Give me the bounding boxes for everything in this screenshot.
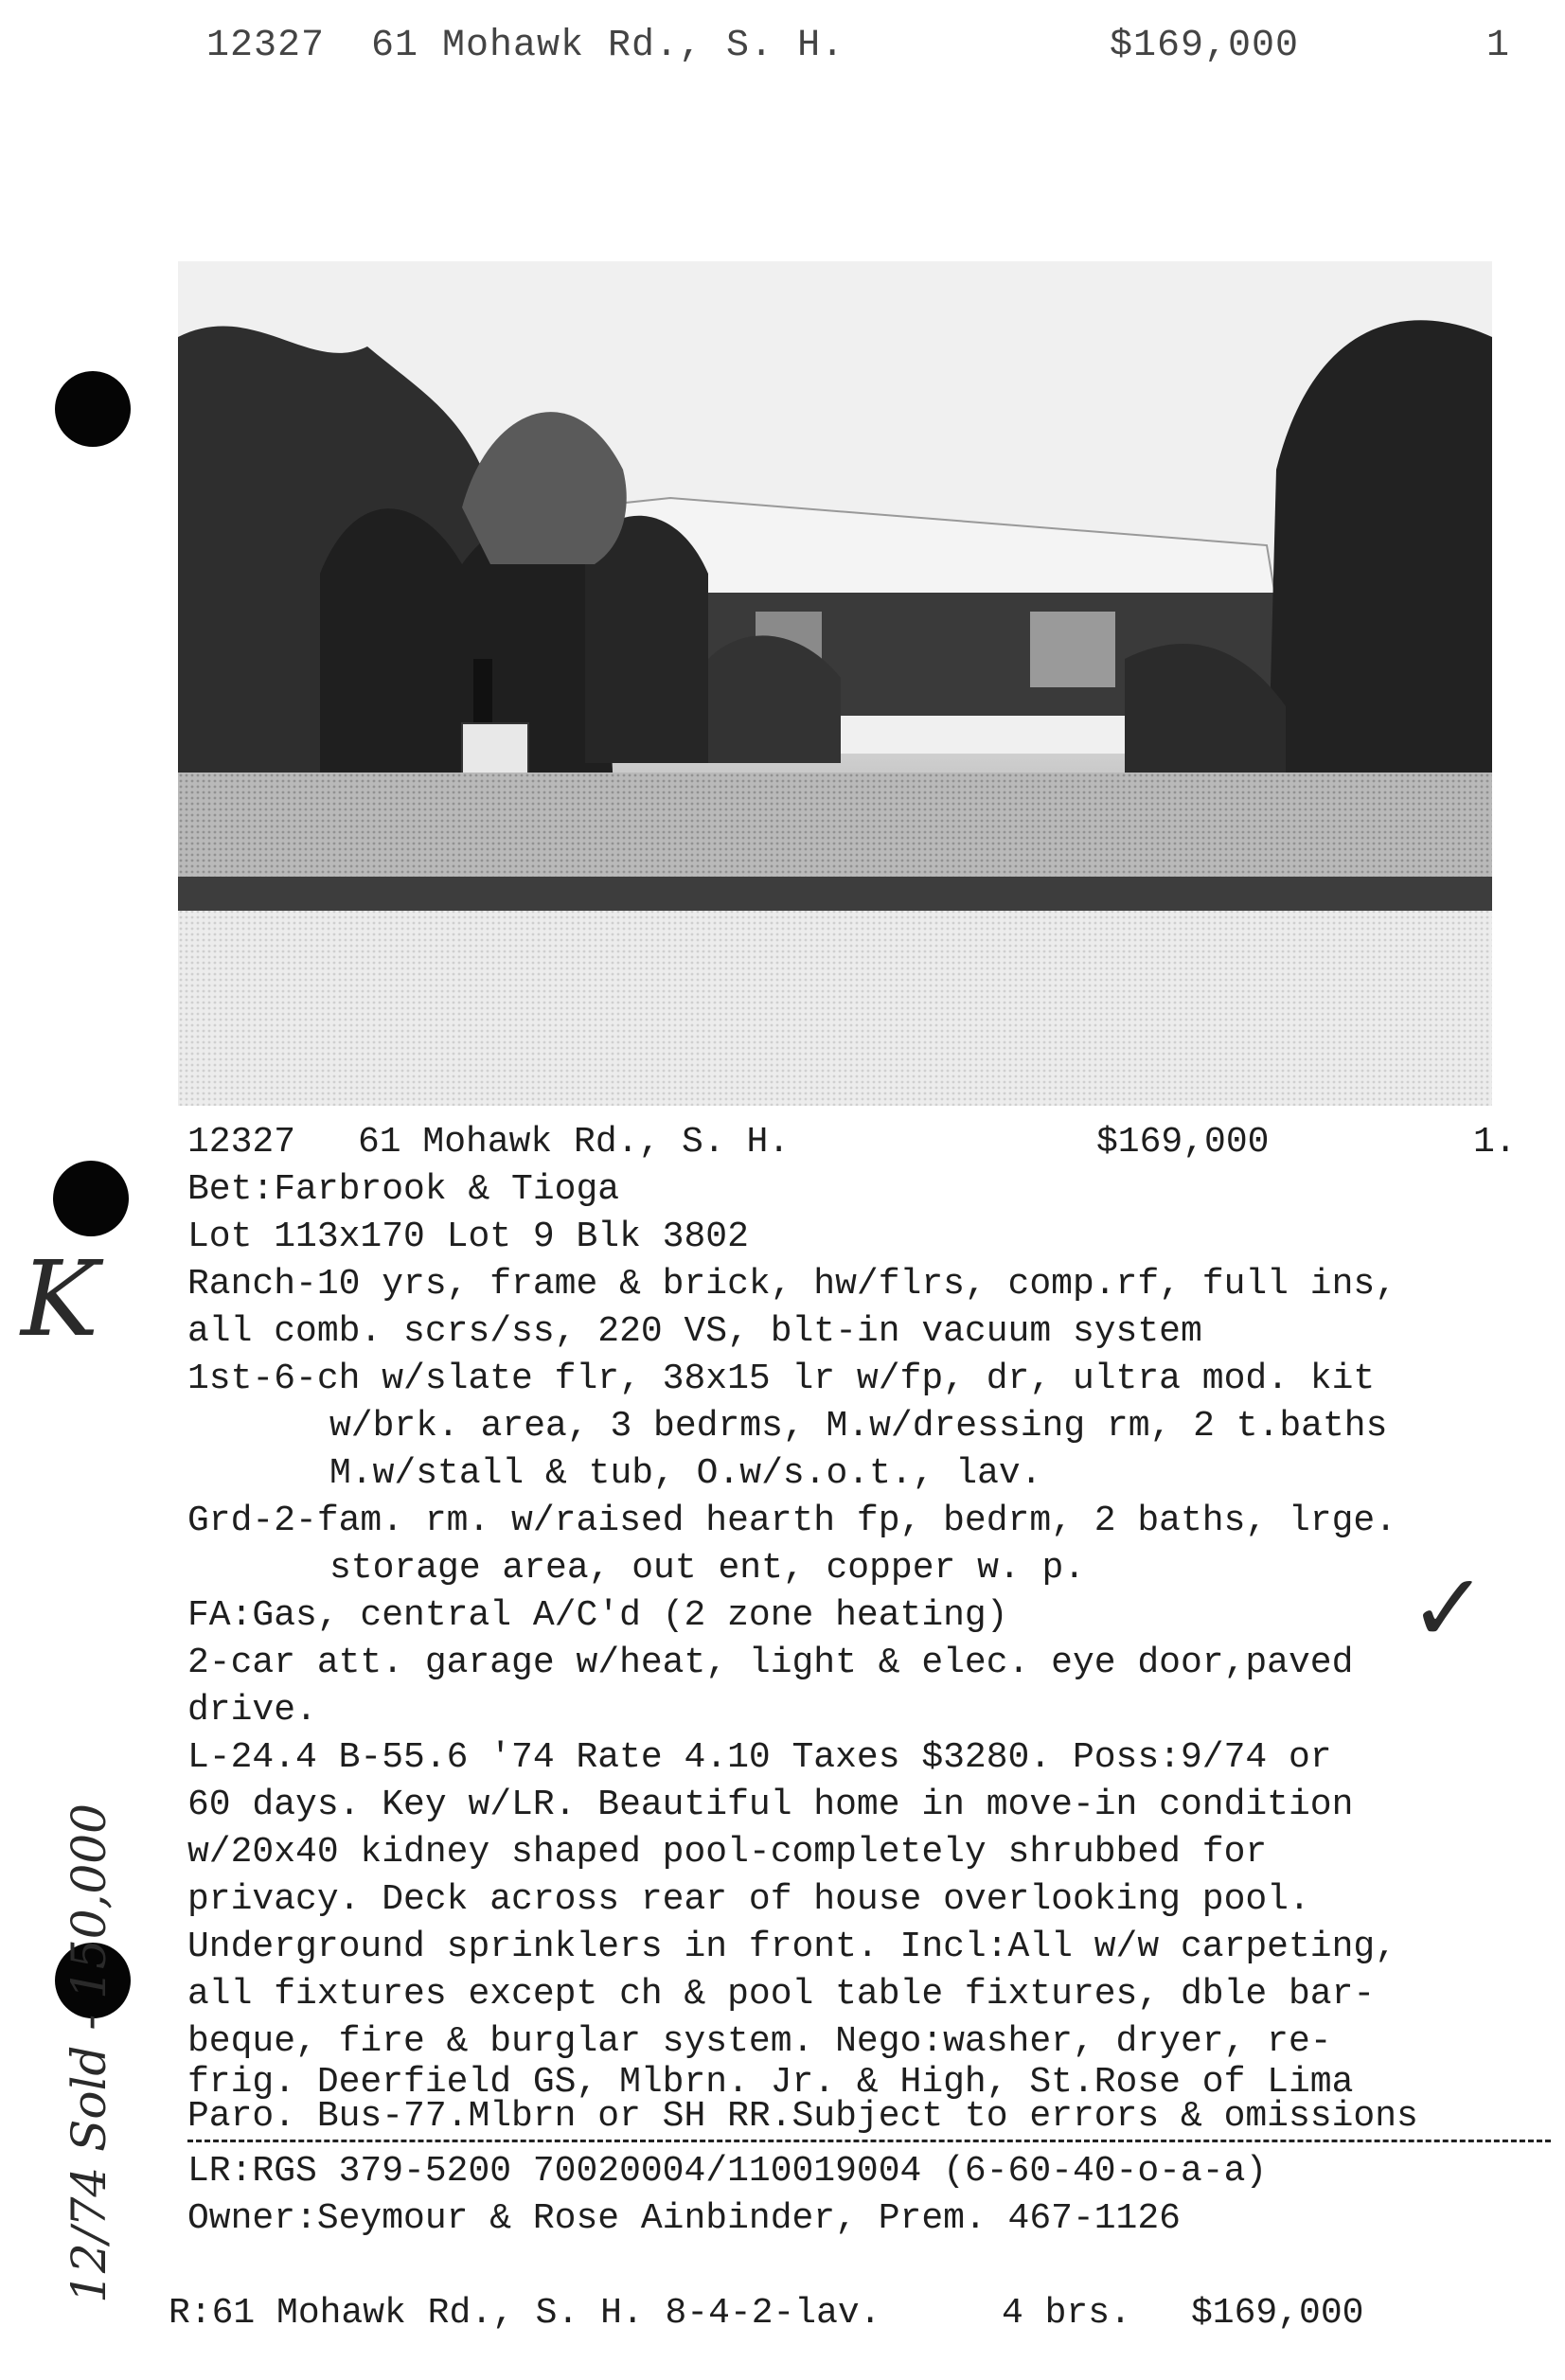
handwritten-letter: K bbox=[21, 1238, 99, 1359]
card-between: Bet:Farbrook & Tioga bbox=[187, 1169, 620, 1210]
card-garage-line: 2-car att. garage w/heat, light & elec. eye door,paved bbox=[187, 1643, 1354, 1683]
card-desc-line: all comb. scrs/ss, 220 VS, blt-in vacuum system bbox=[187, 1311, 1202, 1352]
punch-hole-top bbox=[55, 371, 131, 447]
card-lot: Lot 113x170 Lot 9 Blk 3802 bbox=[187, 1217, 749, 1257]
card-first-floor-line: 1st-6-ch w/slate flr, 38x15 lr w/fp, dr, ultra mod. kit bbox=[187, 1359, 1376, 1399]
card-heating: FA:Gas, central A/C'd (2 zone heating) bbox=[187, 1595, 1008, 1636]
card-price: $169,000 bbox=[1096, 1122, 1270, 1163]
header-page: 1 bbox=[1486, 25, 1511, 67]
card-ground-floor-line: storage area, out ent, copper w. p. bbox=[329, 1548, 1086, 1589]
card-page: 1. bbox=[1473, 1122, 1517, 1163]
card-remarks-line: w/20x40 kidney shaped pool-completely shrubbed for bbox=[187, 1832, 1268, 1873]
footer-address: R:61 Mohawk Rd., S. H. 8-4-2-lav. bbox=[169, 2293, 881, 2334]
card-ground-floor-line: Grd-2-fam. rm. w/raised hearth fp, bedrm, 2 baths, lrge. bbox=[187, 1501, 1397, 1541]
house-photo bbox=[178, 261, 1492, 1106]
card-address: 61 Mohawk Rd., S. H. bbox=[358, 1122, 791, 1163]
card-remarks-line: beque, fire & burglar system. Nego:washer, dryer, re- bbox=[187, 2021, 1332, 2062]
header-price: $169,000 bbox=[1110, 25, 1300, 67]
dashed-divider bbox=[187, 2140, 1551, 2142]
card-remarks-line: frig. Deerfield GS, Mlbrn. Jr. & High, St.Rose of Lima bbox=[187, 2062, 1354, 2103]
card-remarks-line: 60 days. Key w/LR. Beautiful home in move-in condition bbox=[187, 1785, 1354, 1825]
card-lr-line: LR:RGS 379-5200 70020004/110019004 (6-60-40-o-a-a) bbox=[187, 2151, 1268, 2192]
card-remarks-line: L-24.4 B-55.6 '74 Rate 4.10 Taxes $3280. Poss:9/74 or bbox=[187, 1737, 1332, 1778]
footer-bedrooms: 4 brs. bbox=[1002, 2293, 1131, 2334]
header-address: 61 Mohawk Rd., S. H. bbox=[371, 25, 845, 67]
listing-card bbox=[169, 1119, 1532, 2337]
card-remarks-line: all fixtures except ch & pool table fixtures, dble bar- bbox=[187, 1974, 1376, 2015]
card-desc-line: Ranch-10 yrs, frame & brick, hw/flrs, comp.rf, full ins, bbox=[187, 1264, 1397, 1305]
header-listing-no: 12327 bbox=[206, 25, 326, 67]
card-title-row bbox=[187, 1119, 1532, 1166]
footer-price: $169,000 bbox=[1191, 2293, 1364, 2334]
punch-hole-middle bbox=[53, 1161, 129, 1236]
card-first-floor-line: M.w/stall & tub, O.w/s.o.t., lav. bbox=[329, 1453, 1042, 1494]
card-listing-no: 12327 bbox=[187, 1122, 296, 1163]
handwritten-sold-note: 12/74 Sold - 150,000 bbox=[61, 1803, 116, 2303]
card-garage-line: drive. bbox=[187, 1690, 317, 1731]
card-remarks-line: Underground sprinklers in front. Incl:All w/w carpeting, bbox=[187, 1927, 1397, 1967]
card-remarks-line: privacy. Deck across rear of house overlooking pool. bbox=[187, 1879, 1310, 1920]
card-remarks-line: Paro. Bus-77.Mlbrn or SH RR.Subject to errors & omissions bbox=[187, 2096, 1418, 2137]
card-footer-row bbox=[169, 2290, 1532, 2337]
handwritten-checkmark: ✓ bbox=[1409, 1553, 1488, 1663]
card-first-floor-line: w/brk. area, 3 bedrms, M.w/dressing rm, 2 t.baths bbox=[329, 1406, 1388, 1447]
card-owner-line: Owner:Seymour & Rose Ainbinder, Prem. 467-1126 bbox=[187, 2198, 1181, 2239]
